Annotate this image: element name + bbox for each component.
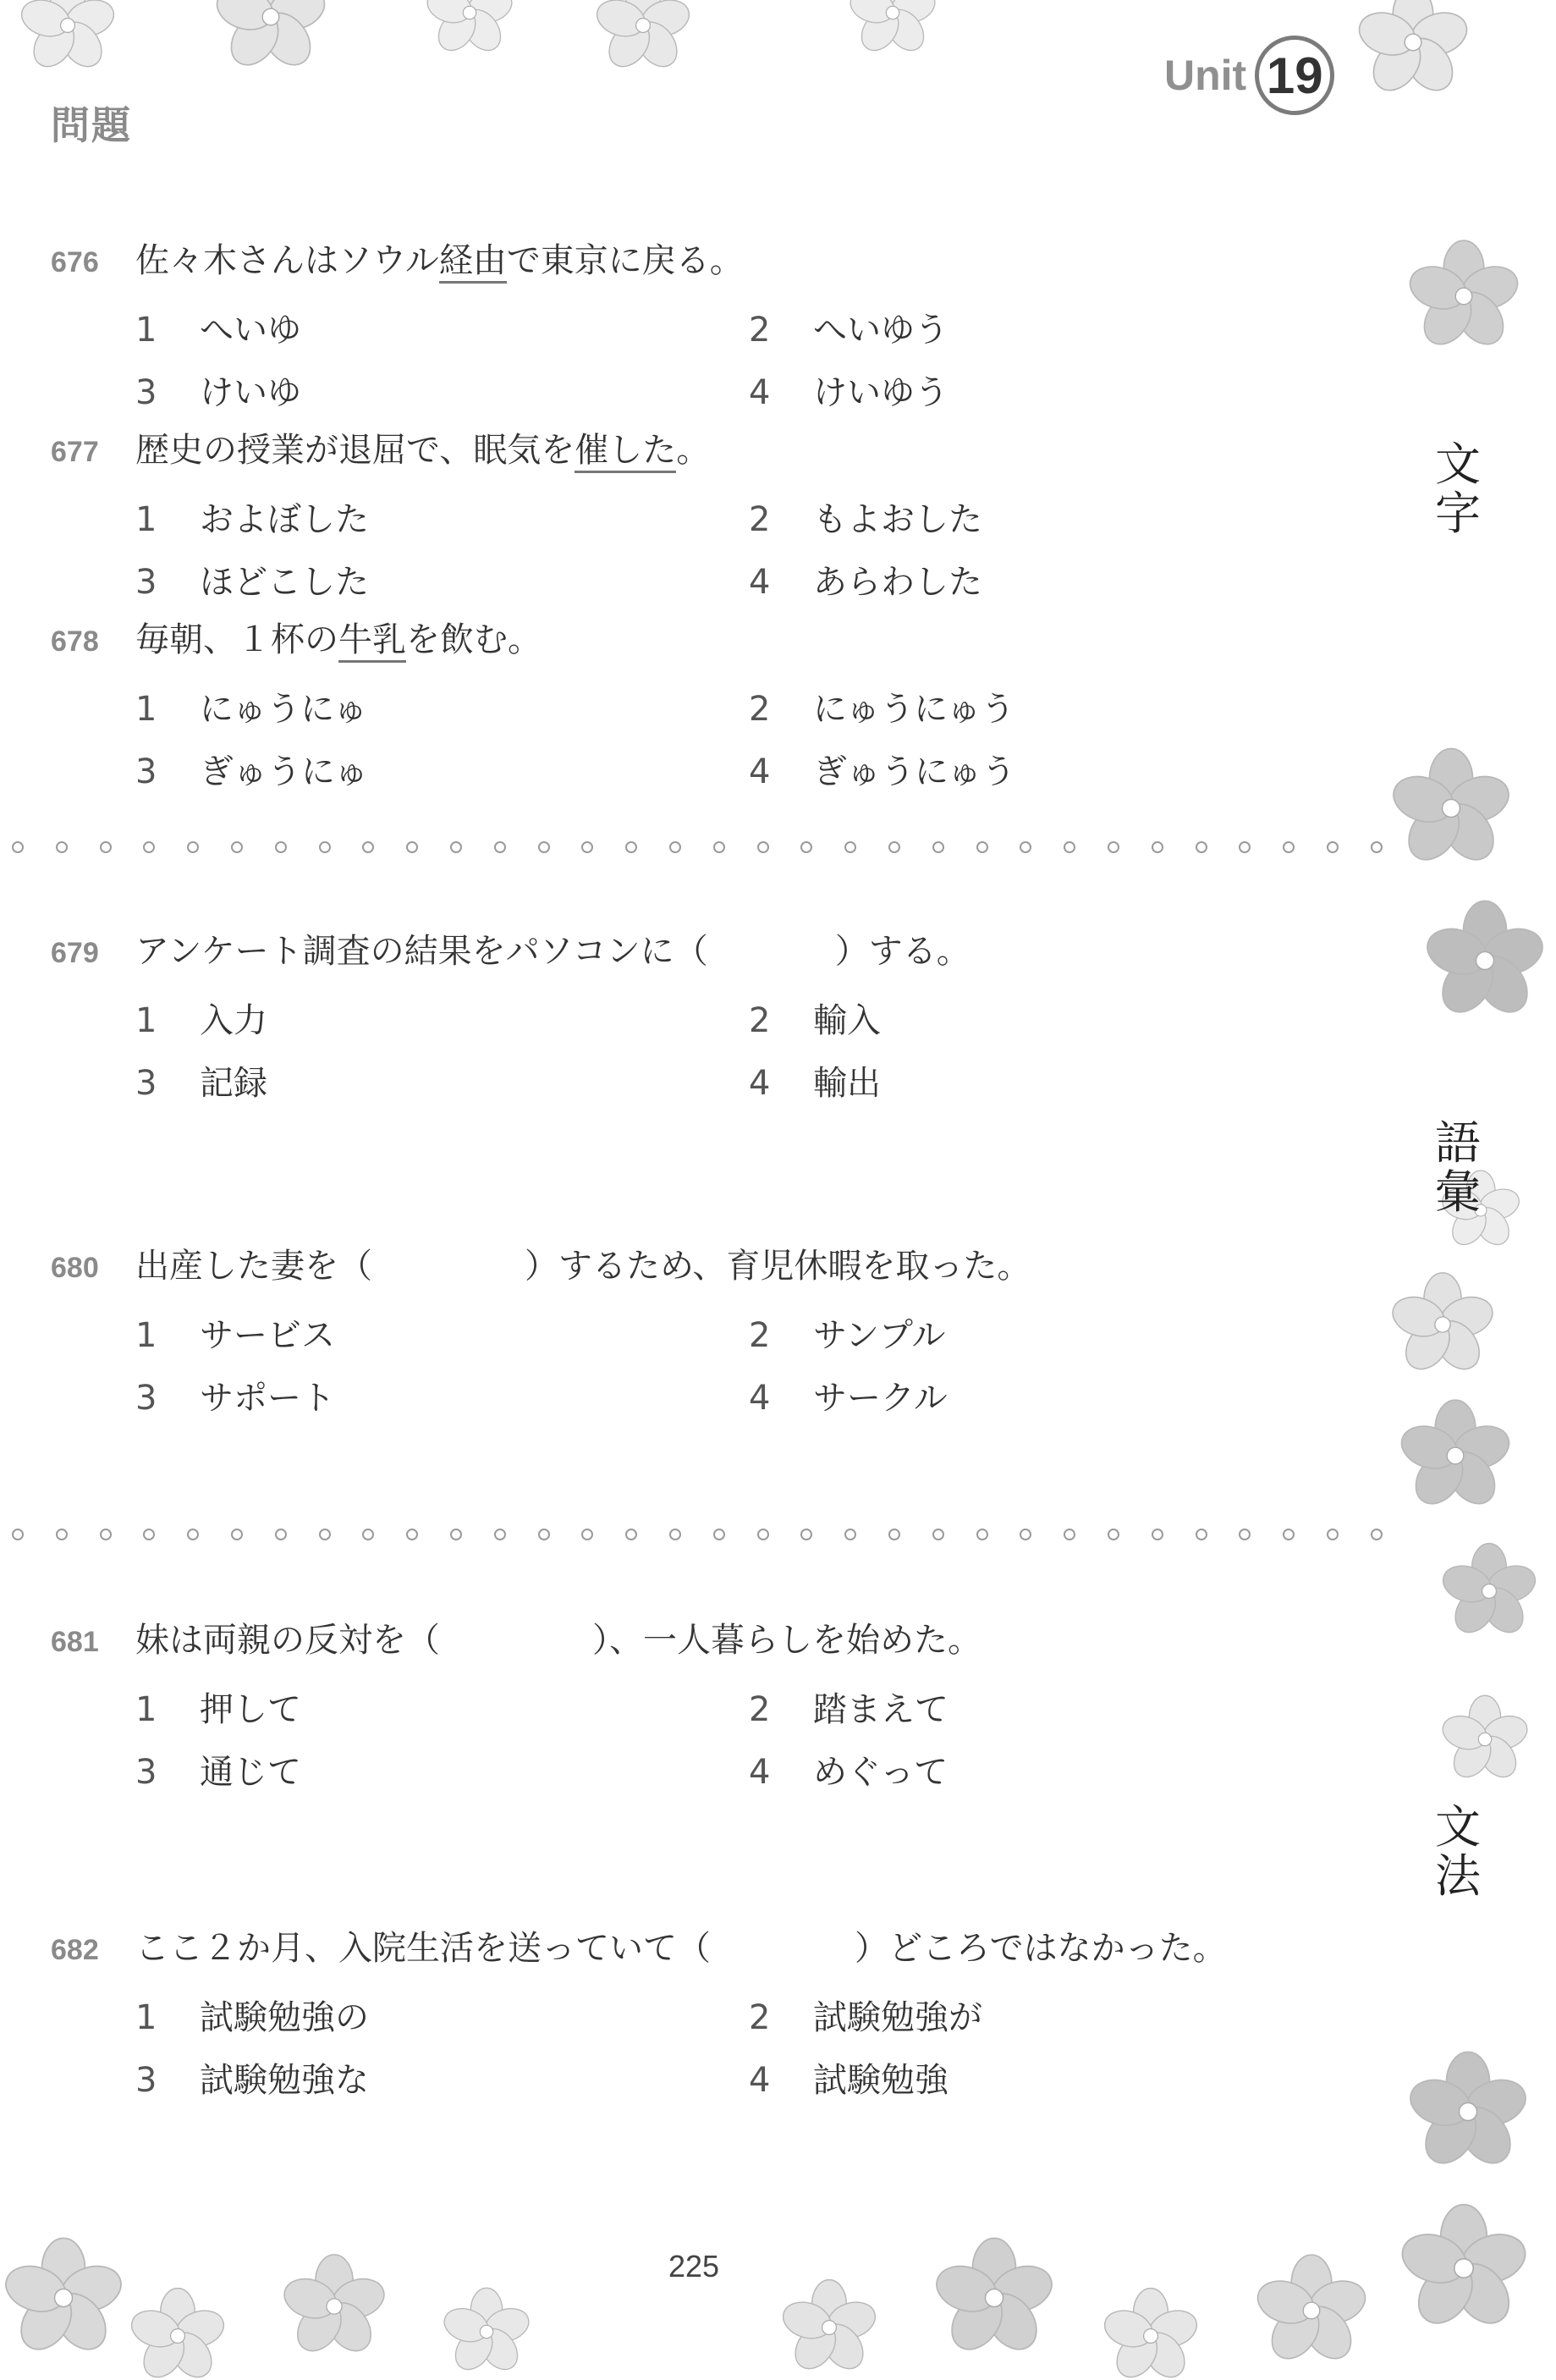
divider-dot (450, 841, 462, 853)
divider-dot (1371, 1529, 1383, 1540)
side-tab-bunpo: 文法 (1435, 1800, 1481, 1903)
divider-dot (1064, 1529, 1075, 1540)
divider-dot (888, 1529, 900, 1540)
divider-dot (1152, 841, 1163, 853)
divider-dot (56, 841, 68, 853)
blossom-icon (279, 2251, 389, 2361)
divider-dot (581, 1529, 593, 1540)
option-4[interactable]: 4 輸出 (749, 1064, 881, 1103)
option-2[interactable]: 2 にゅうにゅう (749, 690, 1015, 729)
divider-dot (1239, 1529, 1251, 1540)
option-1[interactable]: 1 試験勉強の (135, 1998, 369, 2037)
divider-dot (1108, 1529, 1119, 1540)
option-4[interactable]: 4 ぎゅうにゅう (749, 752, 1016, 791)
divider-dot (669, 841, 681, 853)
divider-dot (1196, 1529, 1207, 1540)
blossom-icon (212, 0, 330, 76)
question-681 (51, 1618, 1371, 1808)
blossom-icon (1100, 2285, 1201, 2380)
divider-dot (319, 1529, 331, 1540)
question-number: 679 (51, 937, 99, 969)
answer-options (135, 1991, 1371, 2116)
divider-dot (1371, 841, 1383, 853)
divider-dot (1108, 841, 1119, 853)
option-3[interactable]: 3 ほどこした (135, 563, 369, 602)
divider-dot (143, 1529, 155, 1540)
option-2[interactable]: 2 踏まえて (749, 1690, 948, 1729)
option-4[interactable]: 4 めぐって (749, 1753, 948, 1792)
unit-label: Unit (1164, 52, 1247, 99)
question-text: 出産した妻を（ ）するため、育児休暇を取った。 (135, 1247, 1031, 1286)
divider-dot (1020, 1529, 1031, 1540)
divider-dot (1152, 1529, 1163, 1540)
option-2[interactable]: 2 試験勉強が (749, 1998, 982, 2037)
divider-dot (1064, 841, 1075, 853)
divider-dot (976, 1529, 988, 1540)
blossom-icon (1354, 0, 1472, 102)
divider-dot (319, 841, 331, 853)
divider-dot (625, 841, 637, 853)
divider-dot (1327, 841, 1339, 853)
divider-dot (1196, 841, 1207, 853)
underlined-word: 経由 (439, 241, 507, 284)
divider-dot (1020, 841, 1031, 853)
question-number: 678 (51, 625, 99, 658)
question-number: 677 (51, 436, 99, 468)
divider-dot (100, 841, 112, 853)
option-2[interactable]: 2 サンプル (749, 1316, 946, 1355)
answer-options (135, 682, 1371, 807)
underlined-word: 牛乳 (338, 620, 406, 663)
question-number: 680 (51, 1252, 99, 1284)
divider-dot (56, 1529, 68, 1540)
divider-dot (406, 1529, 418, 1540)
blossom-icon (1405, 237, 1523, 355)
option-3[interactable]: 3 けいゆ (135, 373, 301, 412)
divider-dot (669, 1529, 681, 1540)
question-text: 歴史の授業が退屈で、眠気を催した。 (135, 428, 710, 472)
divider-dot (12, 841, 24, 853)
question-number: 681 (51, 1626, 99, 1658)
option-1[interactable]: 1 へいゆ (135, 311, 301, 350)
divider-dot (362, 841, 374, 853)
option-1[interactable]: 1 およぼした (135, 500, 369, 539)
option-2[interactable]: 2 もよおした (749, 500, 982, 539)
divider-dot (1239, 841, 1251, 853)
blossom-icon (592, 0, 694, 76)
question-677 (51, 428, 1371, 618)
option-3[interactable]: 3 試験勉強な (135, 2061, 369, 2100)
option-3[interactable]: 3 サポート (135, 1379, 335, 1418)
option-4[interactable]: 4 サークル (749, 1379, 948, 1418)
underlined-word: 催した (575, 431, 676, 473)
option-4[interactable]: 4 あらわした (749, 563, 982, 602)
blossom-icon (1438, 1693, 1531, 1786)
blossom-icon (0, 2234, 127, 2361)
question-text: 佐々木さんはソウル経由で東京に戻る。 (135, 239, 744, 283)
blossom-icon (1388, 1270, 1498, 1380)
answer-options (135, 994, 1371, 1119)
divider-dot (1327, 1529, 1339, 1540)
question-number: 682 (51, 1934, 99, 1966)
unit-indicator (1164, 36, 1334, 115)
blossom-icon (846, 0, 939, 59)
blossom-icon (1252, 2251, 1371, 2370)
divider-dot (187, 841, 199, 853)
question-text: 妹は両親の反対を（ ）、一人暮らしを始めた。 (135, 1621, 981, 1660)
option-2[interactable]: 2 へいゆう (749, 311, 948, 350)
question-text: ここ２か月、入院生活を送っていて（ ）どころではなかった。 (135, 1929, 1227, 1968)
section-divider (12, 841, 1383, 858)
divider-dot (143, 841, 155, 853)
divider-dot (538, 1529, 550, 1540)
blossom-icon (1396, 1397, 1515, 1515)
option-4[interactable]: 4 けいゆう (749, 373, 948, 412)
divider-dot (450, 1529, 462, 1540)
divider-dot (713, 1529, 725, 1540)
question-678 (51, 618, 1371, 807)
question-680 (51, 1244, 1371, 1434)
blossom-icon (1438, 1540, 1540, 1642)
section-divider (12, 1529, 1383, 1545)
blossom-icon (423, 0, 516, 59)
divider-dot (800, 1529, 812, 1540)
question-number: 676 (51, 246, 99, 278)
divider-dot (625, 1529, 637, 1540)
question-679 (51, 929, 1371, 1119)
divider-dot (538, 841, 550, 853)
option-2[interactable]: 2 輸入 (749, 1001, 881, 1040)
divider-dot (800, 841, 812, 853)
divider-dot (1283, 1529, 1295, 1540)
side-tab-goi: 語彙 (1435, 1116, 1481, 1219)
blossom-icon (1396, 2201, 1531, 2336)
divider-dot (844, 1529, 856, 1540)
blossom-icon (1421, 897, 1548, 1024)
divider-dot (757, 841, 769, 853)
divider-dot (844, 841, 856, 853)
blossom-icon (440, 2285, 533, 2378)
divider-dot (362, 1529, 374, 1540)
blossom-icon (127, 2285, 228, 2380)
divider-dot (932, 1529, 944, 1540)
divider-dot (187, 1529, 199, 1540)
answer-options (135, 303, 1371, 428)
divider-dot (231, 841, 243, 853)
unit-number-badge: 19 (1255, 36, 1334, 115)
answer-options (135, 1683, 1371, 1808)
divider-dot (976, 841, 988, 853)
blossom-icon (931, 2234, 1058, 2361)
question-text: 毎朝、１杯の牛乳を飲む。 (135, 618, 542, 662)
option-3[interactable]: 3 ぎゅうにゅ (135, 752, 369, 791)
question-676 (51, 239, 1371, 428)
option-1[interactable]: 1 サービス (135, 1316, 335, 1355)
answer-options (135, 493, 1371, 618)
divider-dot (932, 841, 944, 853)
divider-dot (100, 1529, 112, 1540)
page-title: 問題 (51, 102, 132, 148)
blossom-icon (1405, 2048, 1531, 2175)
question-text: アンケート調査の結果をパソコンに（ ）する。 (135, 932, 970, 971)
divider-dot (406, 841, 418, 853)
side-tab-moji: 文字 (1435, 438, 1481, 540)
option-1[interactable]: 1 にゅうにゅ (135, 690, 368, 729)
question-682 (51, 1926, 1371, 2116)
option-1[interactable]: 1 入力 (135, 1001, 267, 1040)
divider-dot (888, 841, 900, 853)
option-3[interactable]: 3 通じて (135, 1753, 301, 1792)
page-number: 225 (668, 2249, 720, 2284)
option-1[interactable]: 1 押して (135, 1690, 301, 1729)
divider-dot (12, 1529, 24, 1540)
divider-dot (1283, 841, 1295, 853)
divider-dot (713, 841, 725, 853)
option-4[interactable]: 4 試験勉強 (749, 2061, 948, 2100)
blossom-icon (1388, 745, 1515, 872)
divider-dot (494, 1529, 506, 1540)
divider-dot (757, 1529, 769, 1540)
option-3[interactable]: 3 記録 (135, 1064, 267, 1103)
blossom-icon (778, 2277, 880, 2378)
divider-dot (275, 841, 287, 853)
blossom-icon (17, 0, 118, 76)
divider-dot (581, 841, 593, 853)
divider-dot (494, 841, 506, 853)
divider-dot (231, 1529, 243, 1540)
divider-dot (275, 1529, 287, 1540)
answer-options (135, 1308, 1371, 1434)
